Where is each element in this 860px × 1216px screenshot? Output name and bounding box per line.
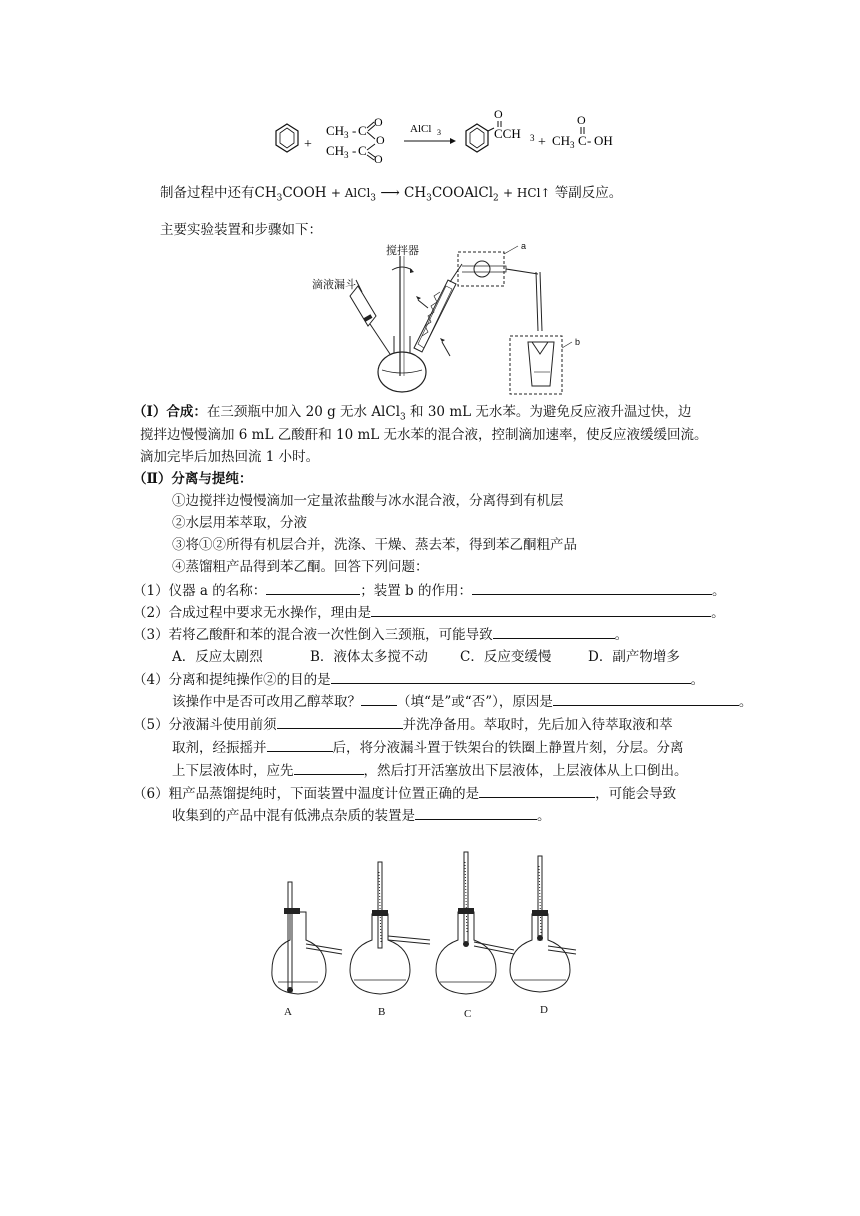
flask-c-icon bbox=[436, 852, 514, 994]
side-hcl: + HCl↑ bbox=[503, 186, 551, 200]
q5-blank-3[interactable] bbox=[294, 760, 364, 775]
ch3-bot: CH bbox=[326, 143, 345, 158]
step-1: ①边搅拌边慢慢滴加一定量浓盐酸与冰水混合液，分离得到有机层 bbox=[172, 493, 564, 509]
question-4 bbox=[133, 669, 704, 690]
q1-blank-2[interactable] bbox=[472, 580, 712, 595]
o-bot: O bbox=[374, 152, 383, 166]
q3-period: 。 bbox=[614, 627, 629, 643]
q6-blank-2[interactable] bbox=[415, 805, 537, 820]
benzene-ring-icon bbox=[466, 124, 488, 152]
catalyst-sub: 3 bbox=[437, 128, 441, 137]
flask-d-icon bbox=[510, 856, 576, 992]
q4-period: 。 bbox=[690, 672, 705, 688]
q2-text: （2）合成过程中要求无水操作，理由是 bbox=[133, 605, 372, 621]
acetic-ch: CH bbox=[552, 133, 571, 148]
step-2: ②水层用苯萃取，分液 bbox=[172, 515, 307, 531]
question-6 bbox=[133, 783, 676, 804]
q1-blank-1[interactable] bbox=[266, 580, 360, 595]
benzene-ring-icon bbox=[276, 124, 298, 152]
dash-1: - bbox=[352, 123, 357, 138]
label-stirrer: 搅拌器 bbox=[386, 245, 419, 257]
side-cooh: COOH bbox=[282, 185, 327, 201]
label-b: b bbox=[575, 337, 581, 347]
q4b-text-a: 该操作中是否可改用乙醇萃取？ bbox=[172, 694, 361, 710]
acetic-oh: OH bbox=[594, 133, 613, 148]
o-top: O bbox=[374, 115, 383, 129]
q3-options bbox=[172, 647, 680, 667]
label-a: a bbox=[521, 241, 527, 251]
q5-text-c: 取剂，经振摇并 bbox=[172, 740, 267, 756]
part1-heading: （Ⅰ）合成： bbox=[133, 404, 207, 420]
q4-blank[interactable] bbox=[331, 669, 691, 684]
q1-text-a: （1）仪器 a 的名称： bbox=[133, 583, 267, 599]
part1-line3: 滴加完毕后加热回流 1 小时。 bbox=[140, 449, 320, 465]
side-suffix: 等副反应。 bbox=[554, 185, 623, 201]
question-5-line2 bbox=[172, 737, 684, 758]
ch3-top: CH bbox=[326, 123, 345, 138]
side-sub-3: 3 bbox=[426, 193, 432, 204]
q1-text-b: ；装置 b 的作用： bbox=[360, 583, 472, 599]
acetic-dash: - bbox=[587, 133, 592, 148]
flask-label-d: D bbox=[540, 1004, 548, 1016]
question-4b bbox=[172, 691, 752, 712]
q5-blank-2[interactable] bbox=[267, 737, 333, 752]
o-mid: O bbox=[376, 133, 385, 147]
three-neck-flask-icon bbox=[378, 352, 426, 392]
c-bot: C bbox=[358, 143, 367, 158]
q5-text-a: （5）分液漏斗使用前须 bbox=[133, 717, 277, 733]
q3-option-a[interactable]: A．反应太剧烈 bbox=[172, 649, 263, 665]
intro-text: 主要实验装置和步骤如下： bbox=[160, 222, 322, 238]
q4b-period: 。 bbox=[738, 694, 753, 710]
flask-label-b: B bbox=[378, 1006, 386, 1018]
question-6-line2 bbox=[172, 805, 551, 826]
q5-blank-1[interactable] bbox=[277, 714, 403, 729]
q5-text-d: 后，将分液漏斗置于铁架台的铁圈上静置片刻，分层。分离 bbox=[332, 740, 684, 756]
q3-text: （3）若将乙酸酐和苯的混合液一次性倒入三颈瓶，可能导致 bbox=[133, 627, 493, 643]
q6-blank-1[interactable] bbox=[479, 783, 595, 798]
drying-tube-box bbox=[458, 252, 504, 286]
acetic-c: C bbox=[578, 133, 587, 148]
plus-2: + bbox=[538, 135, 546, 150]
side-plus-alcl: + AlCl bbox=[330, 186, 371, 200]
part1-line1 bbox=[133, 402, 691, 428]
label-funnel: 滴液漏斗 bbox=[312, 279, 356, 291]
side-product-a: CH bbox=[403, 185, 427, 201]
side-sub-1: 3 bbox=[276, 193, 283, 204]
part1-l1a: 在三颈瓶中加入 20 g 无水 AlCl bbox=[206, 404, 401, 420]
q3-option-d[interactable]: D．副产物增多 bbox=[588, 649, 680, 665]
q2-period: 。 bbox=[711, 605, 725, 621]
prod1-sub: 3 bbox=[530, 133, 535, 143]
catalyst: AlCl bbox=[410, 123, 432, 135]
flask-label-c: C bbox=[464, 1008, 472, 1020]
q4b-blank-2[interactable] bbox=[553, 691, 739, 706]
part1-sub: 3 bbox=[400, 412, 406, 423]
q5-text-f: ，然后打开活塞放出下层液体，上层液体从上口倒出。 bbox=[363, 763, 688, 779]
dropping-funnel-icon bbox=[350, 280, 390, 354]
sub-3a: 3 bbox=[344, 130, 349, 140]
question-5 bbox=[133, 714, 673, 735]
q3-option-c[interactable]: C．反应变缓慢 bbox=[460, 649, 552, 665]
q6-period: 。 bbox=[537, 808, 551, 824]
o-prod1: O bbox=[494, 108, 503, 121]
step-3: ③将①②所得有机层合并，洗涤、干燥、蒸去苯，得到苯乙酮粗产品 bbox=[172, 537, 577, 553]
side-prefix: 制备过程中还有CH bbox=[160, 185, 277, 201]
acetic-sub: 3 bbox=[570, 140, 575, 150]
q4b-text-b: （填“是”或“否”），原因是 bbox=[397, 694, 553, 710]
q3-blank[interactable] bbox=[493, 624, 615, 639]
side-sub-4: 2 bbox=[493, 193, 499, 204]
synthesis-apparatus-diagram bbox=[310, 236, 590, 396]
flask-b-icon bbox=[350, 862, 430, 994]
distillation-options-diagram bbox=[268, 842, 578, 1022]
question-5-line3 bbox=[172, 760, 688, 781]
question-3 bbox=[133, 624, 628, 645]
q6-text-a: （6）粗产品蒸馏提纯时，下面装置中温度计位置正确的是 bbox=[133, 786, 480, 802]
flask-label-a: A bbox=[284, 1006, 292, 1018]
part1-l1b: 和 30 mL 无水苯。为避免反应液升温过快，边 bbox=[405, 404, 692, 420]
side-reaction bbox=[160, 183, 622, 209]
plus-1: + bbox=[304, 137, 312, 152]
part1-line2: 搅拌边慢慢滴加 6 mL 乙酸酐和 10 mL 无水苯的混合液，控制滴加速率，使反应液缓缓回流。 bbox=[140, 427, 708, 443]
dash-2: - bbox=[352, 143, 357, 158]
q4b-blank-1[interactable] bbox=[361, 691, 397, 706]
side-product-b: COOAlCl bbox=[431, 185, 494, 201]
question-2 bbox=[133, 602, 725, 623]
c-top: C bbox=[358, 123, 367, 138]
q2-blank[interactable] bbox=[371, 602, 711, 617]
side-arrow-icon: ⟶ bbox=[380, 185, 400, 201]
part2-heading: （Ⅱ）分离与提纯： bbox=[133, 471, 253, 487]
reaction-equation bbox=[270, 108, 630, 170]
q5-text-b: 并洗净备用。萃取时，先后加入待萃取液和萃 bbox=[402, 717, 673, 733]
product-acetophenone: CCH bbox=[494, 126, 521, 141]
reflux-condenser-icon bbox=[414, 264, 462, 352]
sub-3b: 3 bbox=[344, 150, 349, 160]
q1-period: 。 bbox=[711, 583, 726, 599]
arrow-icon bbox=[404, 138, 456, 144]
q6-text-c: 收集到的产品中混有低沸点杂质的装置是 bbox=[172, 808, 415, 824]
q6-text-b: ，可能会导致 bbox=[595, 786, 677, 802]
q4-text: （4）分离和提纯操作②的目的是 bbox=[133, 672, 331, 688]
side-sub-2: 3 bbox=[370, 193, 377, 204]
step-4: ④蒸馏粗产品得到苯乙酮。回答下列问题： bbox=[172, 559, 429, 575]
q5-text-e: 上下层液体时，应先 bbox=[172, 763, 294, 779]
q3-option-b[interactable]: B．液体太多搅不动 bbox=[310, 649, 428, 665]
question-1 bbox=[133, 580, 725, 601]
flask-a-icon bbox=[272, 882, 342, 994]
acetic-o: O bbox=[577, 113, 586, 127]
